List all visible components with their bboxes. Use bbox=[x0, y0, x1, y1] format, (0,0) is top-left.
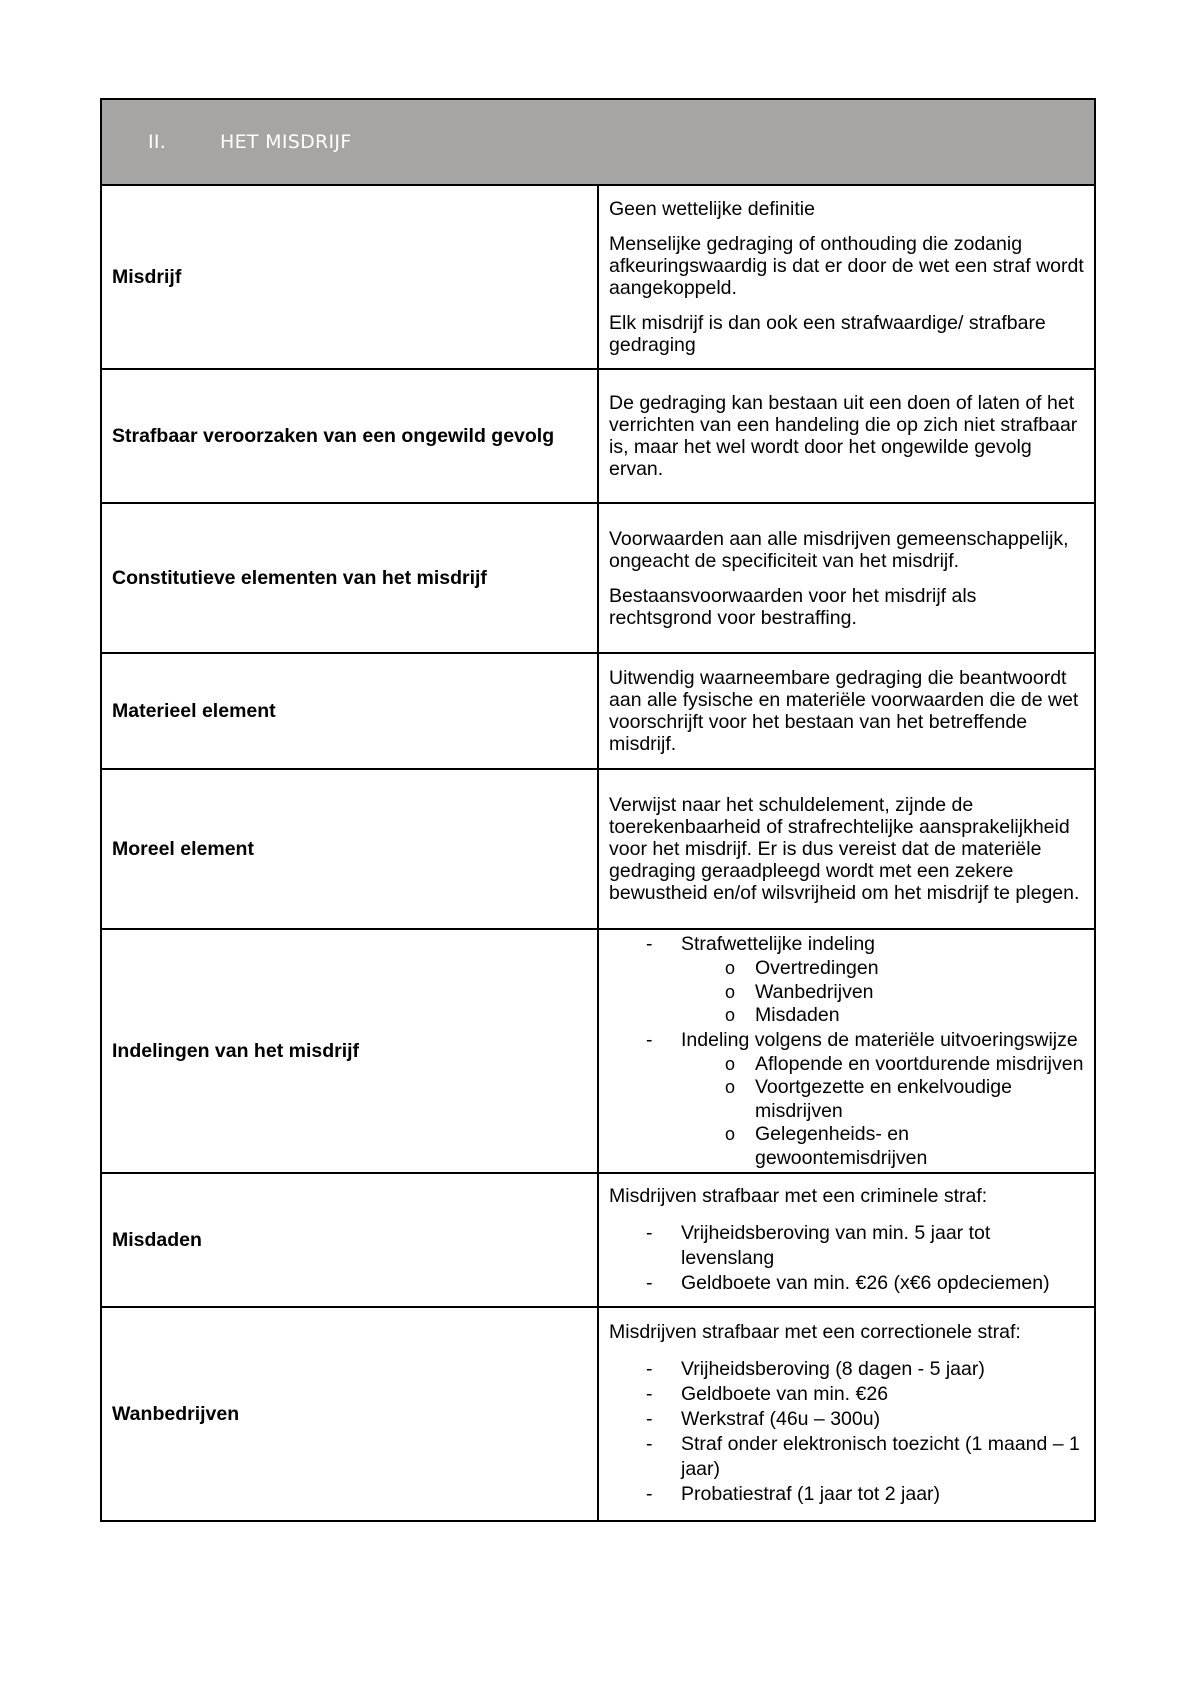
sub-list-item: o Misdaden bbox=[681, 1004, 1084, 1028]
section-title: HET MISDRIJF bbox=[220, 131, 352, 153]
term-cell: Misdrijf bbox=[101, 185, 598, 369]
list-item: - Werkstraf (46u – 300u) bbox=[609, 1407, 1084, 1432]
table-row bbox=[101, 1173, 1095, 1307]
definition-text: Voorwaarden aan alle misdrijven gemeenschappelijk, ongeacht de specificiteit van het misdrijf. bbox=[609, 527, 1069, 572]
sub-list bbox=[681, 1053, 1084, 1171]
table-row bbox=[101, 503, 1095, 653]
list-item-text: Indeling volgens de materiële uitvoeringswijze bbox=[681, 1028, 1078, 1051]
sub-list-item: o Gelegenheids- en gewoontemisdrijven bbox=[681, 1123, 1084, 1170]
definition-cell bbox=[598, 1173, 1095, 1307]
term-cell: Constitutieve elementen van het misdrijf bbox=[101, 503, 598, 653]
list-item: - Geldboete van min. €26 (x€6 opdeciemen) bbox=[609, 1271, 1084, 1296]
list-item bbox=[609, 932, 1084, 1028]
term-cell: Indelingen van het misdrijf bbox=[101, 929, 598, 1173]
definition-text: De gedraging kan bestaan uit een doen of laten of het verrichten van een handeling die op zich niet strafbaar is, maar het wel wordt door het ongewilde gevolg ervan. bbox=[609, 392, 1078, 480]
penalty-list bbox=[609, 1357, 1084, 1507]
definition-cell bbox=[598, 503, 1095, 653]
sub-list bbox=[681, 957, 1084, 1028]
sub-list-item: o Aflopende en voortdurende misdrijven bbox=[681, 1053, 1084, 1077]
term-cell: Wanbedrijven bbox=[101, 1307, 598, 1521]
definition-text: Uitwendig waarneembare gedraging die beantwoordt aan alle fysische en materiële voorwaarden die de wet voorschrijft voor het bestaan van het betreffende misdrijf. bbox=[609, 667, 1079, 755]
term-cell: Moreel element bbox=[101, 769, 598, 929]
definition-cell bbox=[598, 653, 1095, 769]
definition-cell bbox=[598, 369, 1095, 503]
definition-cell bbox=[598, 769, 1095, 929]
definitions-table bbox=[100, 98, 1096, 1522]
table-row bbox=[101, 653, 1095, 769]
definition-text: Verwijst naar het schuldelement, zijnde de toerekenbaarheid of strafrechtelijke aansprakelijkheid voor het misdrijf. Er is dus vereist dat de materiële gedraging geraadpleegd wordt met een zekere bewustheid en/of wilsvrijheid om het misdrijf te plegen. bbox=[609, 794, 1080, 904]
table-row bbox=[101, 369, 1095, 503]
classification-list bbox=[609, 932, 1084, 1170]
penalty-list bbox=[609, 1221, 1084, 1296]
section-number: II. bbox=[148, 131, 167, 153]
list-item bbox=[609, 1028, 1084, 1171]
list-item: - Geldboete van min. €26 bbox=[609, 1382, 1084, 1407]
definition-intro: Misdrijven strafbaar met een criminele straf: bbox=[609, 1184, 988, 1207]
table-row bbox=[101, 769, 1095, 929]
sub-list-item: o Wanbedrijven bbox=[681, 981, 1084, 1005]
table-row bbox=[101, 1307, 1095, 1521]
term-cell: Strafbaar veroorzaken van een ongewild gevolg bbox=[101, 369, 598, 503]
section-header bbox=[101, 99, 1095, 185]
definition-cell bbox=[598, 929, 1095, 1173]
table-row bbox=[101, 185, 1095, 369]
definition-text: Elk misdrijf is dan ook een strafwaardige/ strafbare gedraging bbox=[609, 312, 1046, 356]
list-item: - Straf onder elektronisch toezicht (1 maand – 1 jaar) bbox=[609, 1432, 1084, 1482]
definition-cell bbox=[598, 1307, 1095, 1521]
section-header-row bbox=[101, 99, 1095, 185]
list-item: - Vrijheidsberoving (8 dagen - 5 jaar) bbox=[609, 1357, 1084, 1382]
list-item: - Vrijheidsberoving van min. 5 jaar tot levenslang bbox=[609, 1221, 1084, 1271]
sub-list-item: o Overtredingen bbox=[681, 957, 1084, 981]
definition-cell bbox=[598, 185, 1095, 369]
definition-text: Bestaansvoorwaarden voor het misdrijf als rechtsgrond voor bestraffing. bbox=[609, 584, 977, 629]
table-row bbox=[101, 929, 1095, 1173]
list-item: - Probatiestraf (1 jaar tot 2 jaar) bbox=[609, 1482, 1084, 1507]
term-cell: Misdaden bbox=[101, 1173, 598, 1307]
definition-text: Menselijke gedraging of onthouding die zodanig afkeuringswaardig is dat er door de wet een straf wordt aangekoppeld. bbox=[609, 233, 1084, 299]
term-cell: Materieel element bbox=[101, 653, 598, 769]
sub-list-item: o Voortgezette en enkelvoudige misdrijven bbox=[681, 1076, 1084, 1123]
definition-text: Geen wettelijke definitie bbox=[609, 198, 815, 220]
list-item-text: Strafwettelijke indeling bbox=[681, 933, 876, 955]
definition-intro: Misdrijven strafbaar met een correctionele straf: bbox=[609, 1321, 1021, 1343]
